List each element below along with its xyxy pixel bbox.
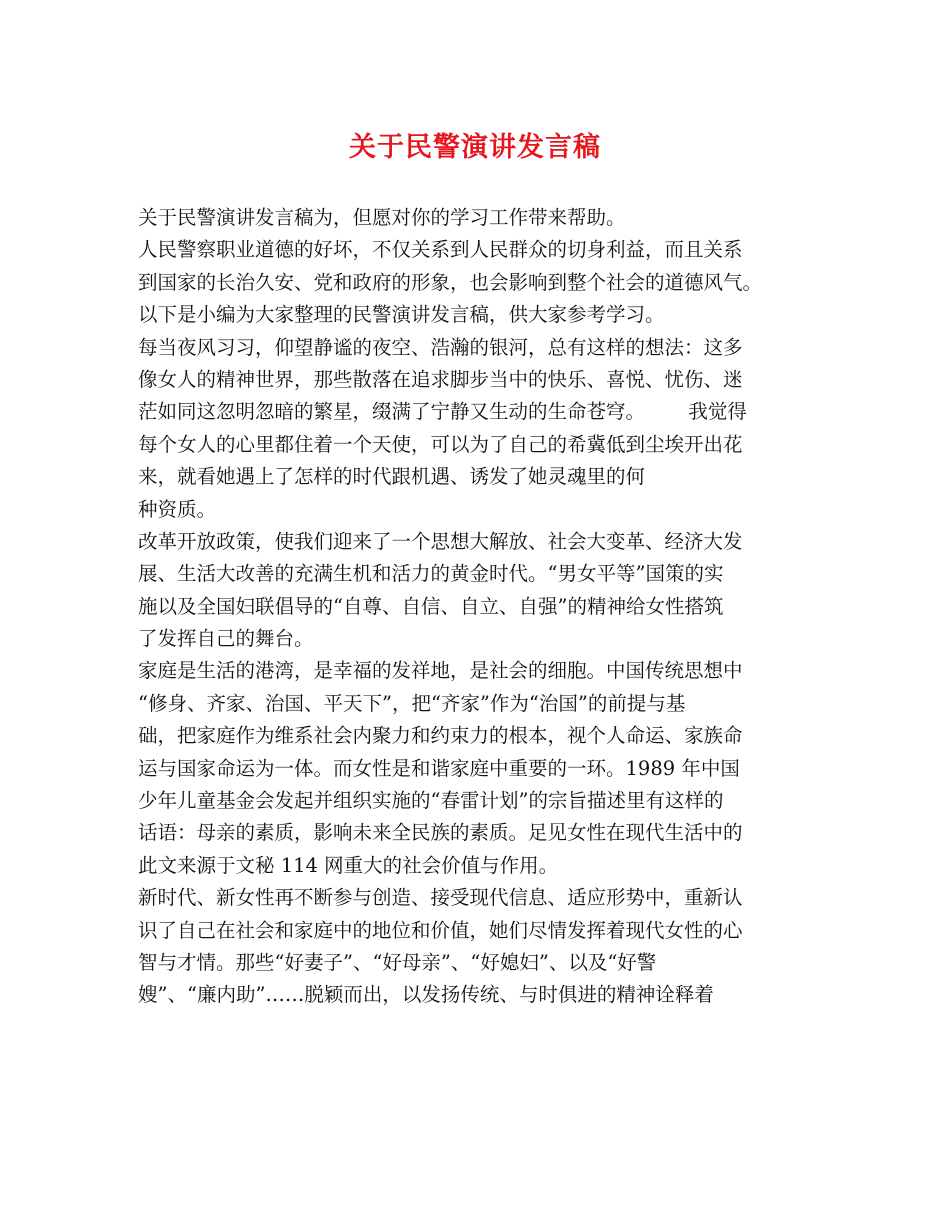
body-line: 每个女人的心里都住着一个天使，可以为了自己的希冀低到尘埃开出花	[138, 432, 743, 456]
body-line: 此文来源于文秘 114 网重大的社会价值与作用。	[138, 853, 559, 877]
body-line: 新时代、新女性再不断参与创造、接受现代信息、适应形势中，重新认	[138, 886, 743, 910]
document-body	[138, 202, 828, 1012]
body-line: 关于民警演讲发言稿为，但愿对你的学习工作带来帮助。	[138, 206, 626, 229]
body-line: 础，把家庭作为维系社会内聚力和约束力的根本，视个人命运、家族命	[138, 724, 743, 748]
body-line: 话语：母亲的素质，影响未来全民族的素质。足见女性在现代生活中的	[138, 821, 743, 845]
body-line: 像女人的精神世界，那些散落在追求脚步当中的快乐、喜悦、忧伤、迷	[138, 367, 743, 391]
body-line: 识了自己在社会和家庭中的地位和价值，她们尽情发挥着现代女性的心	[138, 918, 743, 942]
body-line: 来，就看她遇上了怎样的时代跟机遇、诱发了她灵魂里的何	[138, 465, 646, 489]
document-title: 关于民警演讲发言稿	[349, 132, 601, 163]
body-line: 运与国家命运为一体。而女性是和谐家庭中重要的一环。1989 年中国	[138, 756, 740, 780]
body-line: 到国家的长治久安、党和政府的形象，也会影响到整个社会的道德风气。	[138, 270, 763, 294]
body-line: 施以及全国妇联倡导的“自尊、自信、自立、自强”的精神给女性搭筑	[138, 594, 724, 618]
body-line: 改革开放政策，使我们迎来了一个思想大解放、社会大变革、经济大发	[138, 529, 743, 553]
body-line: 家庭是生活的港湾，是幸福的发祥地，是社会的细胞。中国传统思想中	[138, 659, 743, 683]
body-line: 种资质。	[138, 497, 217, 521]
body-line: 人民警察职业道德的好坏，不仅关系到人民群众的切身利益，而且关系	[138, 238, 743, 262]
body-line: 茫如同这忽明忽暗的繁星，缀满了宁静又生动的生命苍穹。 我觉得	[138, 400, 747, 424]
body-line: 展、生活大改善的充满生机和活力的黄金时代。“男女平等”国策的实	[138, 562, 724, 586]
body-line: 智与才情。那些“好妻子”、“好母亲”、“好媳妇”、以及“好警	[138, 950, 657, 974]
body-line: 以下是小编为大家整理的民警演讲发言稿，供大家参考学习。	[138, 303, 665, 327]
body-line: 嫂”、“廉内助”……脱颖而出，以发扬传统、与时俱进的精神诠释着	[138, 983, 714, 1007]
body-line: “修身、齐家、治国、平天下”，把“齐家”作为“治国”的前提与基	[138, 691, 686, 715]
body-line: 少年儿童基金会发起并组织实施的“春雷计划”的宗旨描述里有这样的	[138, 789, 724, 813]
body-line: 了发挥自己的舞台。	[138, 627, 314, 651]
body-line: 每当夜风习习，仰望静谧的夜空、浩瀚的银河，总有这样的想法：这多	[138, 335, 743, 359]
